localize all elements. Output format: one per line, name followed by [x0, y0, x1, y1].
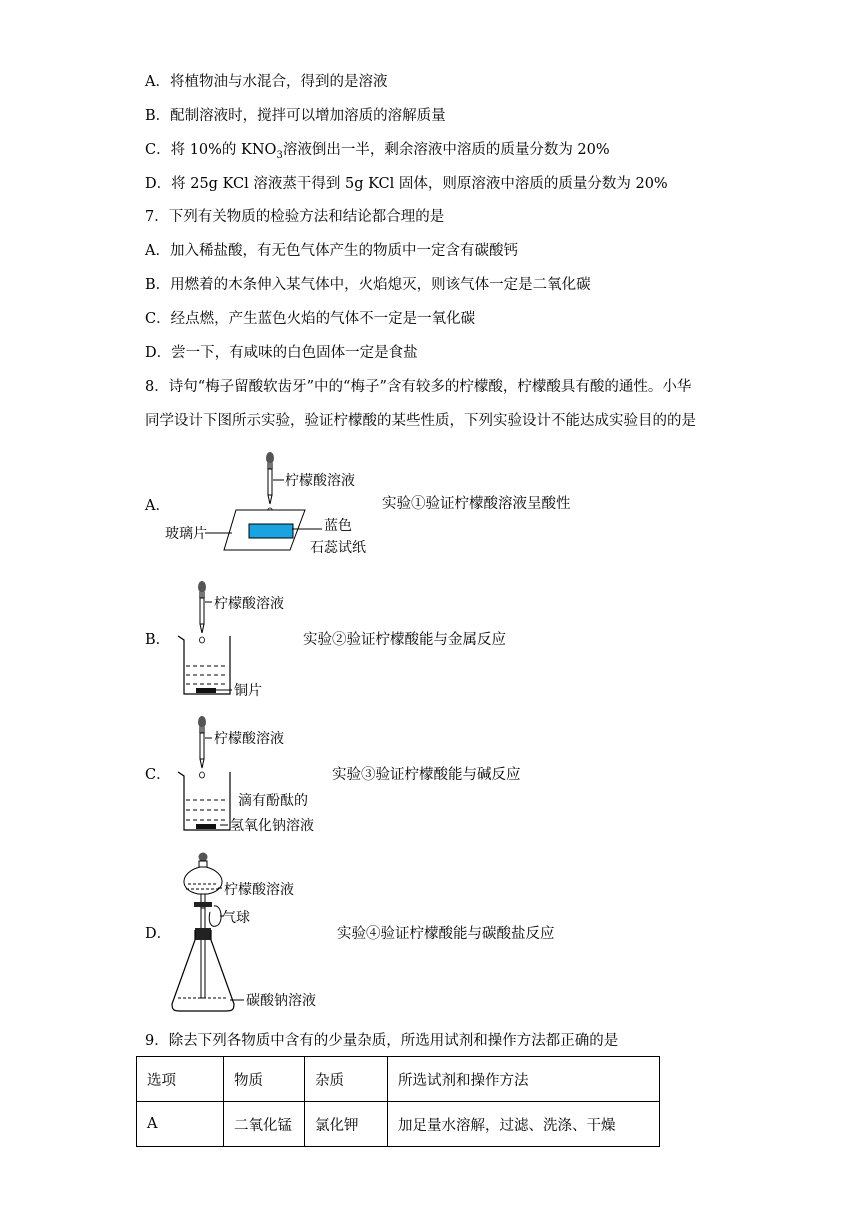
q6-option-c-sub: 3 — [276, 149, 283, 161]
q9-table — [136, 1056, 660, 1147]
q6-option-a: A．将植物油与水混合，得到的是溶液 — [145, 74, 388, 90]
solution-liquid — [186, 800, 228, 820]
q8-a-label-glass: 玻璃片 — [165, 526, 207, 542]
q8-option-c-letter: C． — [145, 767, 171, 783]
q8-stem-line1: 8．诗句“梅子留酸软齿牙”中的“梅子”含有较多的柠檬酸，柠檬酸具有酸的通性。小华 — [145, 379, 692, 395]
q7-option-c: C．经点燃，产生蓝色火焰的气体不一定是一氧化碳 — [145, 311, 476, 327]
beaker-bottom-solid — [196, 824, 216, 829]
q8-option-b-letter: B． — [145, 632, 171, 648]
q6-option-c — [145, 140, 610, 166]
table-header-row — [137, 1057, 660, 1102]
table-cell: A — [137, 1102, 224, 1147]
dropper-icon — [266, 452, 274, 514]
table-header-cell: 选项 — [137, 1057, 224, 1102]
q8-diagram-a — [160, 448, 380, 558]
q7-stem: 7．下列有关物质的检验方法和结论都合理的是 — [145, 209, 445, 225]
beaker — [178, 636, 230, 694]
q8-option-d-letter: D． — [145, 926, 172, 942]
q8-diagram-c — [170, 712, 330, 836]
q8-a-label-dropper: 柠檬酸溶液 — [285, 473, 355, 489]
q8-b-label-dropper: 柠檬酸溶液 — [214, 596, 284, 612]
q8-a-label-paper1: 蓝色 — [324, 518, 352, 534]
q8-option-a-letter: A． — [145, 498, 170, 514]
q6-option-d: D．将 25g KCl 溶液蒸干得到 5g KCl 固体，则原溶液中溶质的质量分数为 20% — [145, 176, 668, 192]
q8-d-label-funnel: 柠檬酸溶液 — [224, 882, 294, 898]
table-cell: 氯化钾 — [305, 1102, 388, 1147]
q9-stem: 9．除去下列各物质中含有的少量杂质，所选用试剂和操作方法都正确的是 — [145, 1033, 619, 1049]
q6-option-c-post: 溶液倒出一半，剩余溶液中溶质的质量分数为 20% — [282, 142, 610, 158]
q8-option-a-caption: 实验①验证柠檬酸溶液呈酸性 — [382, 496, 571, 512]
q8-a-label-paper2: 石蕊试纸 — [310, 540, 366, 556]
table-row — [137, 1102, 660, 1147]
q8-b-label-metal: 铜片 — [234, 683, 262, 699]
q6-option-b: B．配制溶液时，搅拌可以增加溶质的溶解质量 — [145, 108, 446, 124]
q6-option-c-pre: C．将 10%的 KNO — [145, 142, 277, 158]
q7-option-d: D．尝一下，有咸味的白色固体一定是食盐 — [145, 345, 418, 361]
blue-litmus-paper — [249, 524, 293, 538]
q8-c-label-sol2: 氢氧化钠溶液 — [230, 818, 314, 834]
table-cell: 加足量水溶解，过滤、洗涤、干燥 — [388, 1102, 660, 1147]
table-cell: 二氧化锰 — [224, 1102, 305, 1147]
dropper-icon — [198, 581, 206, 643]
q8-diagram-d — [160, 850, 340, 1015]
q8-option-c-caption: 实验③验证柠檬酸能与碱反应 — [332, 767, 521, 783]
solution-liquid — [186, 666, 228, 684]
q8-option-b-caption: 实验②验证柠檬酸能与金属反应 — [303, 632, 506, 648]
table-header-cell: 所选试剂和操作方法 — [388, 1057, 660, 1102]
q8-c-label-sol1: 滴有酚酞的 — [238, 793, 308, 809]
q8-c-label-dropper: 柠檬酸溶液 — [214, 731, 284, 747]
q8-diagram-b — [170, 578, 300, 700]
q8-option-d-caption: 实验④验证柠檬酸能与碳酸盐反应 — [337, 926, 555, 942]
q8-d-label-balloon: 气球 — [222, 910, 250, 926]
q7-option-a: A．加入稀盐酸，有无色气体产生的物质中一定含有碳酸钙 — [145, 243, 518, 259]
dropper-icon — [198, 716, 206, 778]
q8-d-label-flask: 碳酸钠溶液 — [246, 993, 316, 1009]
table-header-cell: 杂质 — [305, 1057, 388, 1102]
q7-option-b: B．用燃着的木条伸入某气体中，火焰熄灭，则该气体一定是二氧化碳 — [145, 277, 591, 293]
balloon-icon — [209, 906, 221, 926]
beaker — [178, 772, 230, 830]
q8-stem-line2: 同学设计下图所示实验，验证柠檬酸的某些性质，下列实验设计不能达成实验目的的是 — [145, 413, 696, 429]
table-header-cell: 物质 — [224, 1057, 305, 1102]
copper-piece — [196, 688, 216, 693]
